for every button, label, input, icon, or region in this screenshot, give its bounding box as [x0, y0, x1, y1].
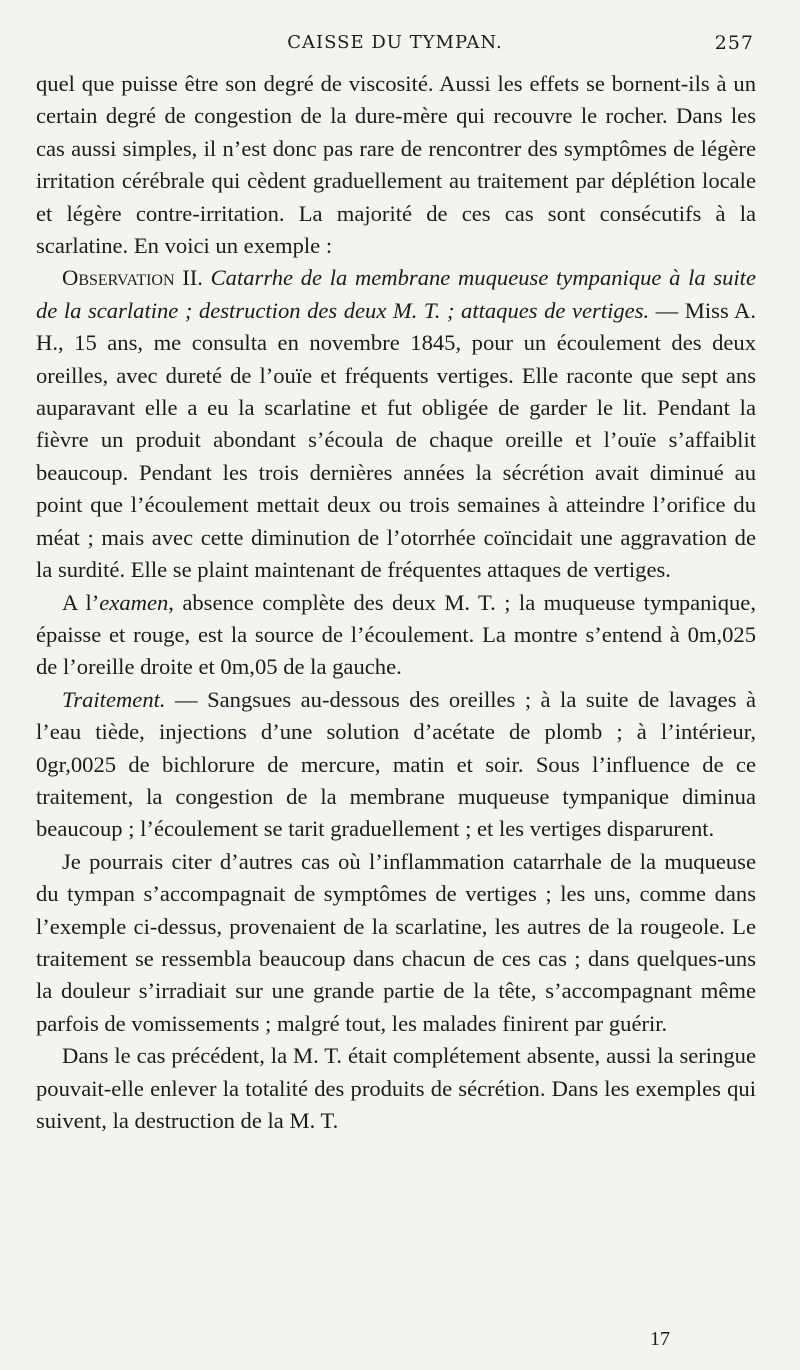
treatment-body: — Sangsues au-dessous des oreilles ; à la suite de lavages à l’eau tiède, injections d’une solution d’acétate de plomb ; à l’intérieur, 0gr,0025 de bichlorure de mercure, matin et soir. Sous l’influence de ce traitement, la congestion de la membrane muqueuse tympanique diminua beaucoup ; l’écoulement se tarit graduellement ; et les vertiges disparurent. [36, 686, 756, 842]
examination-word: examen [99, 589, 169, 615]
paragraph-intro: quel que puisse être son degré de viscosité. Aussi les effets se bornent-ils à un certain degré de congestion de la dure-mère qui recouvre le rocher. Dans les cas aussi simples, il n’est donc pas rare de rencontrer des symptômes de légère irritation cérébrale qui cèdent graduellement au traitement par déplétion locale et légère contre-irritation. La majorité de ces cas sont consécutifs à la scarlatine. En voici un exemple : [36, 71, 756, 259]
observation-body: — Miss A. H., 15 ans, me consulta en novembre 1845, pour un écoulement des deux oreilles, avec dureté de l’ouïe et fréquents vertiges. Elle raconte que sept ans auparavant elle a eu la scarlatine et fut obligée de garder le lit. Pendant la fièvre un produit abondant s’écoula de chaque oreille et l’ouïe s’affaiblit beaucoup. Pendant les trois dernières années la sécrétion avait diminué au point que l’écoulement mettait deux ou trois semaines à atteindre l’orifice du méat ; mais avec cette diminution de l’otorrhée coïncidait une aggravation de la surdité. Elle se plaint maintenant de fréquentes attaques de vertiges. [36, 297, 756, 583]
running-title: CAISSE DU TYMPAN. [287, 32, 503, 53]
observation-label: Observation [62, 265, 175, 291]
page-number: 257 [714, 32, 754, 54]
paragraph-other-cases: Je pourrais citer d’autres cas où l’inflammation catarrhale de la muqueuse du tympan s’accompagnait de symptômes de vertiges ; les uns, comme dans l’exemple ci-dessus, provenaient de la scarlatine, les autres de la rougeole. Le traitement se ressembla beaucoup dans chacun de ces cas ; dans quelques-uns la douleur s’irradiait sur une grande partie de la tête, s’accompagnant même parfois de vomissements ; malgré tout, les malades finirent par guérir. [36, 848, 756, 1036]
observation-number: II. [174, 265, 211, 291]
page-header [36, 32, 754, 60]
examination-body: , absence complète des deux M. T. ; la muqueuse tympanique, épaisse et rouge, est la source de l’écoulement. La montre s’entend à 0m,025 de l’oreille droite et 0m,05 de la gauche. [36, 589, 756, 680]
body-text [36, 68, 756, 1137]
examination-prefix: A l’ [62, 589, 100, 615]
paragraph-previous-case: Dans le cas précédent, la M. T. était complétement absente, aussi la seringue pouvait-elle enlever la totalité des produits de sécrétion. Dans les exemples qui suivent, la destruction de la M. T. [36, 1043, 756, 1133]
paragraph-treatment [36, 684, 756, 846]
observation-title: Catarrhe de la membrane muqueuse tympanique à la suite de la scarlatine ; destruction des deux M. T. ; attaques de vertiges. [36, 265, 756, 323]
signature-mark: 17 [650, 1328, 670, 1350]
paragraph-observation [36, 262, 756, 586]
paragraph-examination [36, 587, 756, 684]
treatment-word: Traitement. [62, 686, 166, 712]
